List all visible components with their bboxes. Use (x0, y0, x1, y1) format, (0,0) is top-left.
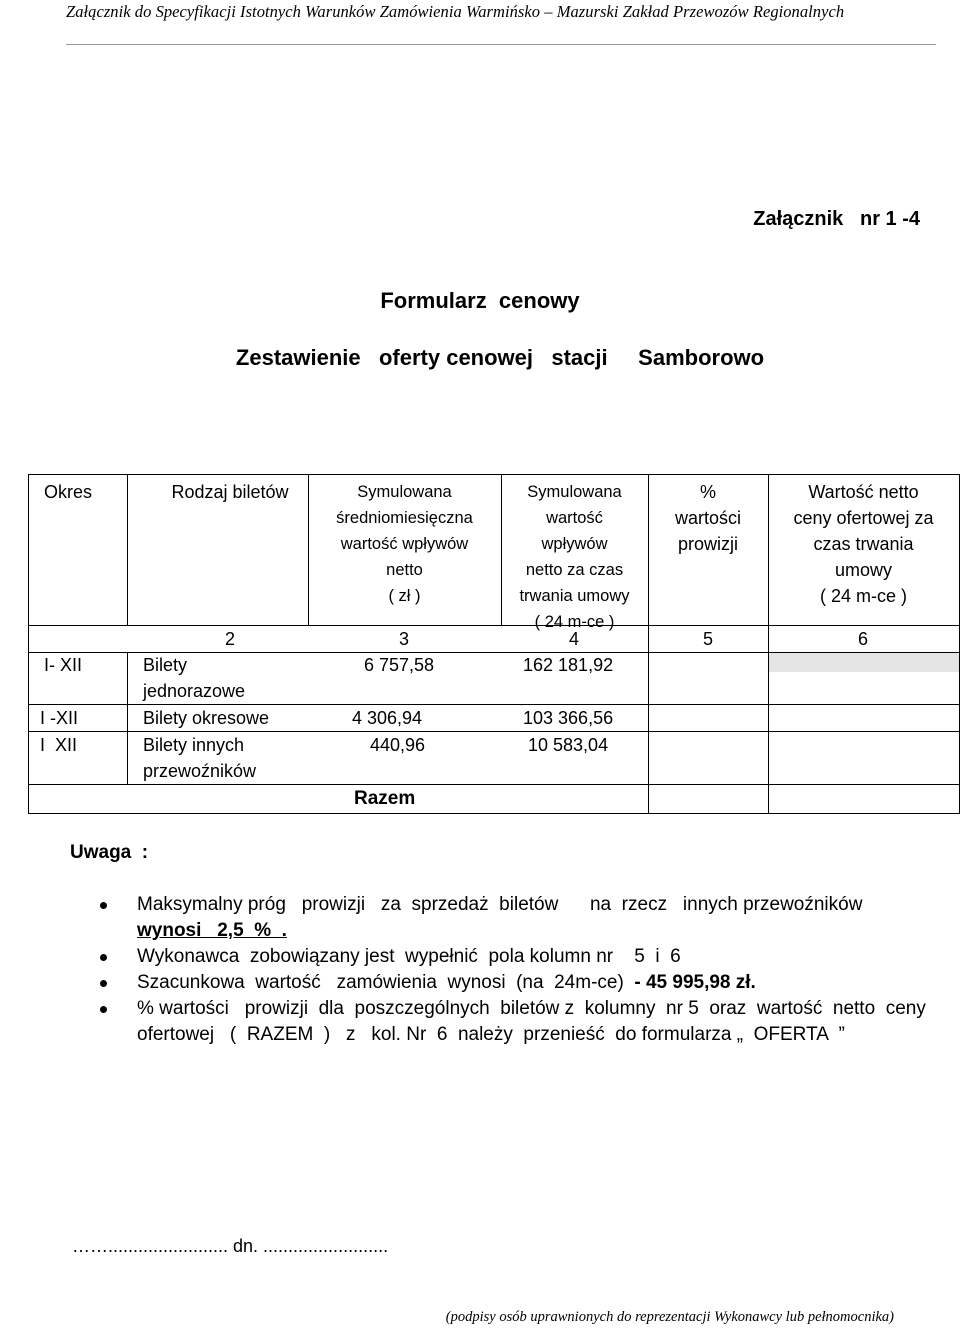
date-line: ……........................ dn. ......................... (72, 1236, 389, 1256)
row-ticket-type: Bilety jednorazowe (143, 655, 246, 701)
header-total-value: Symulowana wartość wpływów netto za czas trwania umowy ( 24 m-ce ) (519, 483, 630, 631)
note-item (100, 970, 930, 996)
row-ticket-type: Bilety okresowe (143, 708, 270, 728)
table-border-bottom (28, 813, 960, 814)
row-total-value: 162 181,92 (523, 655, 614, 675)
row-total-value: 103 366,56 (523, 708, 614, 728)
total-label: Razem (354, 788, 416, 809)
column-number: 6 (857, 629, 868, 649)
row-ticket-type: Bilety innych przewoźników (143, 735, 257, 781)
table-rule (127, 474, 128, 625)
column-number: 5 (702, 629, 713, 649)
column-number: 3 (398, 629, 409, 649)
note-emphasis: - 45 995,98 zł. (634, 972, 756, 993)
table-border-top (28, 474, 960, 475)
note-item (100, 892, 930, 944)
header-ticket-type: Rodzaj biletów (171, 482, 289, 502)
note-text: % wartości prowizji dla poszczególnych biletów z kolumny nr 5 oraz wartość netto ceny ofertowej ( RAZEM ) z kol. Nr 6 należy przenieść do formularza „ OFERTA ” (137, 998, 942, 1045)
table-rule (28, 784, 960, 785)
row-period: I XII (40, 735, 78, 755)
note-item (100, 944, 930, 970)
notes-list (100, 892, 942, 1048)
form-title: Formularz cenowy (380, 288, 580, 313)
header-offer-value: Wartość netto ceny ofertowej za czas trwania umowy ( 24 m-ce ) (793, 482, 934, 606)
row-total-value: 10 583,04 (528, 735, 609, 755)
row-period: I- XII (44, 655, 83, 675)
note-text: Szacunkowa wartość zamówienia wynosi (na 24m-ce) (137, 972, 635, 993)
table-rule (127, 652, 128, 784)
header-percent: % wartości prowizji (674, 482, 741, 554)
note-text: Maksymalny próg prowizji za sprzedaż biletów na rzecz innych przewoźników (137, 894, 884, 915)
note-emphasis: wynosi 2,5 % . (137, 920, 287, 941)
row-monthly-value: 4 306,94 (352, 708, 423, 728)
row-period: I -XII (40, 708, 79, 728)
column-number: 2 (224, 629, 235, 649)
form-subtitle: Zestawienie oferty cenowej stacji Samborowo (235, 345, 765, 370)
annex-number: Załącznik nr 1 -4 (753, 208, 920, 230)
row-monthly-value: 440,96 (370, 735, 426, 755)
shaded-cell (769, 653, 959, 672)
note-text: Wykonawca zobowiązany jest wypełnić pola kolumn nr 5 i 6 (137, 946, 681, 967)
signature-caption: (podpisy osób uprawnionych do reprezentacji Wykonawcy lub pełnomocnika) (445, 1309, 894, 1325)
header-text: Załącznik do Specyfikacji Istotnych Warunków Zamówienia Warmińsko – Mazurski Zakład Przewozów Regionalnych (66, 2, 845, 21)
note-item (100, 996, 942, 1048)
table-border-left (28, 474, 29, 813)
row-monthly-value: 6 757,58 (364, 655, 435, 675)
table-rule (28, 625, 960, 626)
column-number: 4 (568, 629, 579, 649)
header-monthly-value: Symulowana średniomiesięczna wartość wpływów netto ( zł ) (336, 483, 473, 605)
header-okres: Okres (43, 482, 92, 502)
note-label: Uwaga : (70, 842, 149, 863)
